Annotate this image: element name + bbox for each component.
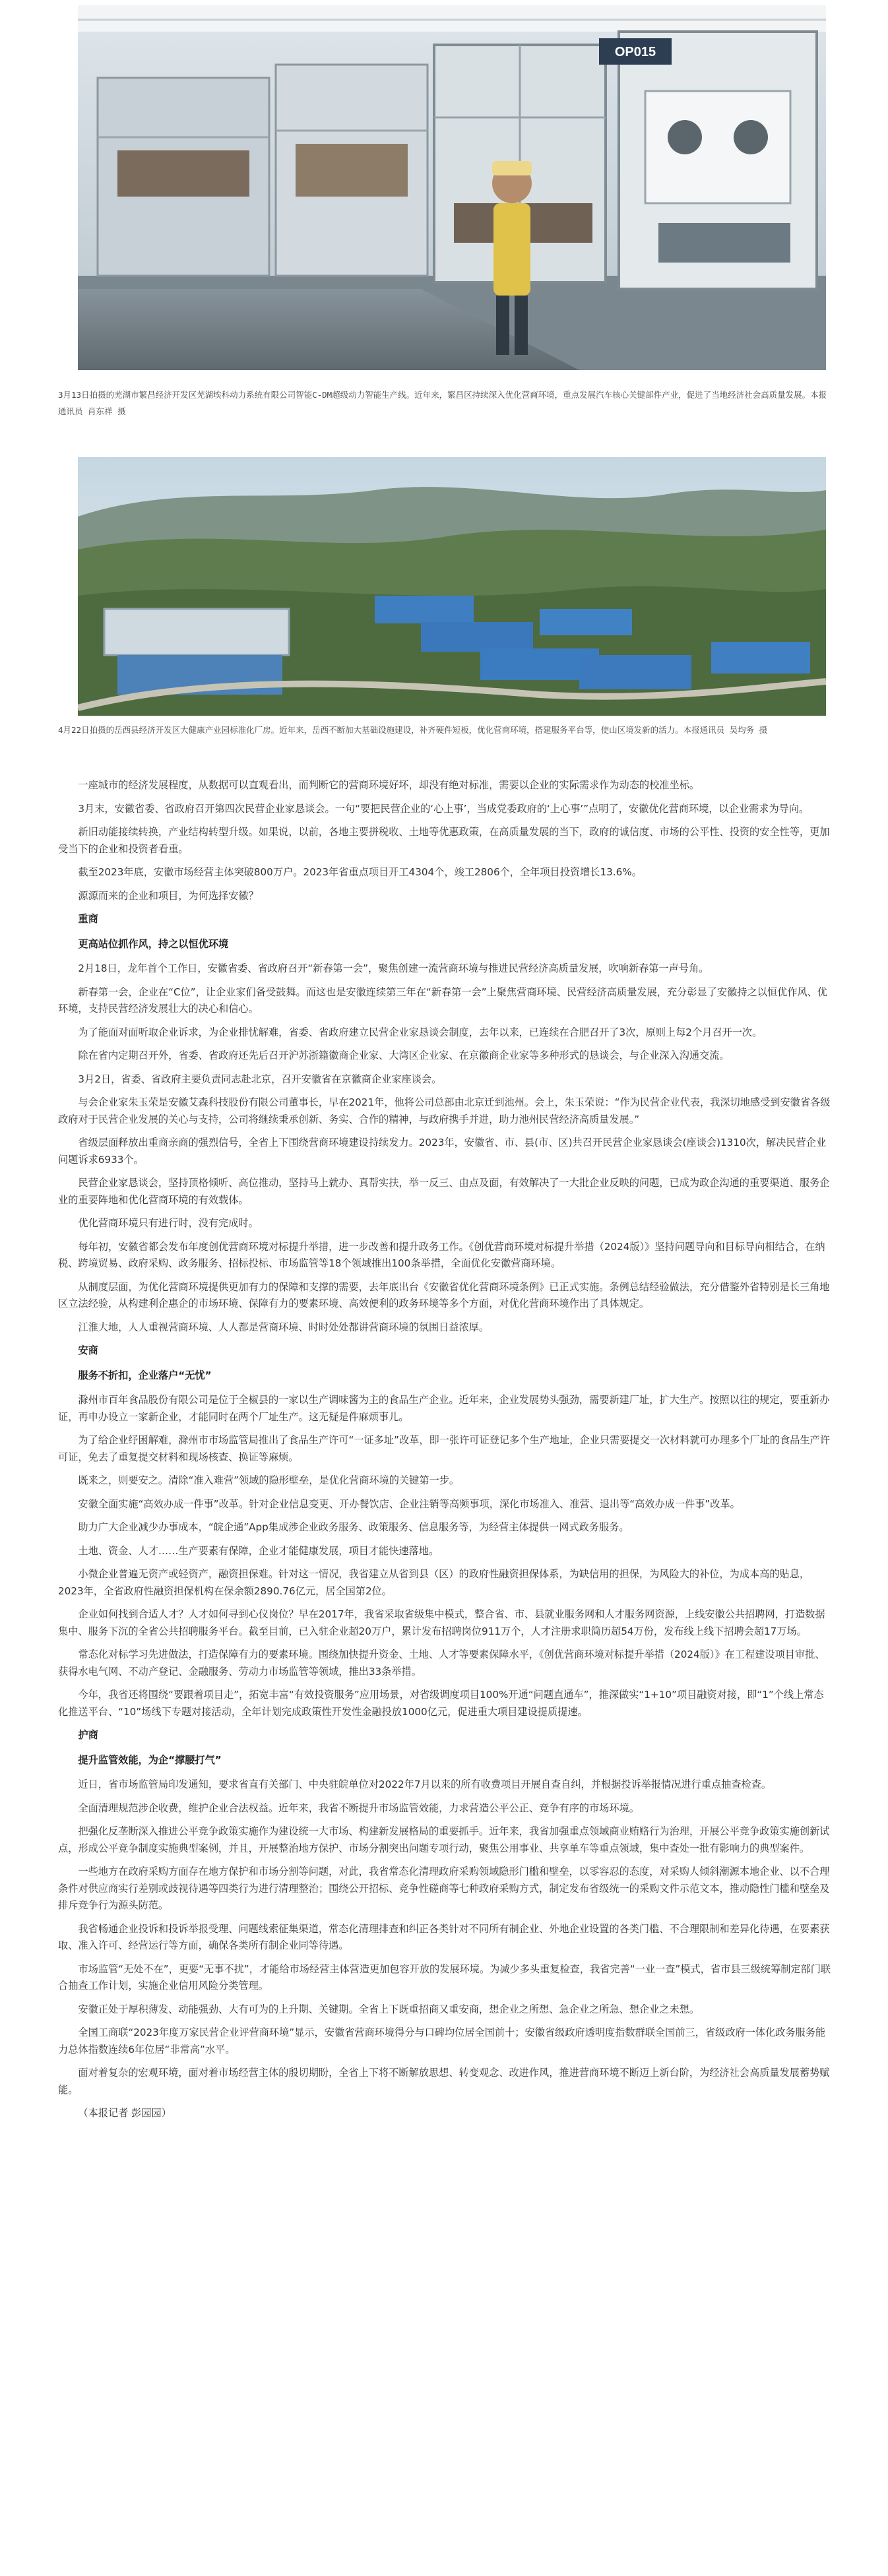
section-subheading: 更高站位抓作风，持之以恒优环境	[78, 937, 229, 950]
article-paragraph: 新春第一会，企业在“C位”，让企业家们备受鼓舞。而这也是安徽连续第三年在“新春第一会”上聚焦营商环境、民营经济高质量发展，充分彰显了安徽持之以恒优作风、优环境，支持民营经济发展壮大的决心和信心。	[58, 986, 827, 1015]
article-paragraph: 滁州市百年食品股份有限公司是位于全椒县的一家以生产调味酱为主的食品生产企业。近年来，企业发展势头强劲，需要新建厂址，扩大生产。按照以往的规定，要重新办证，再申办设立一家新企业，才能同时在两个厂址生产。这无疑是件麻烦事儿。	[58, 1394, 830, 1423]
article-paragraph: 市场监管“无处不在”，更要“无事不扰”，才能给市场经营主体营造更加包容开放的发展环境。为减少多头重复检查，我省完善“一业一查”模式，省市县三级统筹制定部门联合抽查工作计划，实施企业信用风险分类管理。	[58, 1963, 831, 1992]
industrial-park-aerial-photo	[78, 457, 826, 716]
section-subheading: 提升监管效能，为企“撑腰打气”	[78, 1753, 222, 1766]
article-paragraph: 优化营商环境只有进行时，没有完成时。	[78, 1217, 259, 1229]
article-paragraph: 今年，我省还将围绕“要跟着项目走”，拓宽丰富“有效投资服务”应用场景，对省级调度项目100%开通“问题直通车”，推深做实“1+10”项目融资对接，即“1”个线上常态化推送平台、“10”场线下专题对接活动，全年计划完成政策性开发性金融投放1000亿元，促进重大项目建设提质提速。	[58, 1689, 824, 1718]
article-paragraph: 3月末，安徽省委、省政府召开第四次民营企业家恳谈会。一句“要把民营企业的‘心上事’，当成党委政府的‘上心事’”点明了，安徽优化营商环境，以企业需求为导向。	[78, 802, 809, 815]
article-paragraph: 企业如何找到合适人才？人才如何寻到心仪岗位？早在2017年，我省采取省级集中模式，整合省、市、县就业服务网和人才服务网资源，上线安徽公共招聘网，打造数据集中、服务下沉的全省公共招聘服务平台。截至目前，已入驻企业超20万户，累计发布招聘岗位911万个，人才注册求职简历超54万份，发布线上线下招聘会超17万场。	[58, 1608, 825, 1637]
article-paragraph: 为了能面对面听取企业诉求，为企业排忧解难，省委、省政府建立民营企业家恳谈会制度，去年以来，已连续在合肥召开了3次，原则上每2个月召开一次。	[78, 1026, 763, 1038]
article-paragraph: 除在省内定期召开外，省委、省政府还先后召开沪苏浙籍徽商企业家、大湾区企业家、在京徽商企业家等多种形式的恳谈会，与企业深入沟通交流。	[78, 1050, 730, 1061]
article-paragraph: 小微企业普遍无资产或轻资产，融资担保难。针对这一情况，我省建立从省到县（区）的政府性融资担保体系，为缺信用的担保，为风险大的补位，为成本高的贴息，2023年，全省政府性融资担保机构在保余额2890.76亿元，居全国第2位。	[58, 1568, 810, 1597]
article-paragraph: 助力广大企业减少办事成本，“皖企通”App集成涉企业政务服务、政策服务、信息服务等，为经营主体提供一网式政务服务。	[78, 1521, 629, 1533]
aerial-photo-illustration	[78, 457, 826, 716]
article-paragraph: 一些地方在政府采购方面存在地方保护和市场分割等问题，对此，我省常态化清理政府采购领域隐形门槛和壁垒，以零容忍的态度，对采购人倾斜潮源本地企业、以不合理条件对供应商实行差别或歧视待遇等四类行为进行清理整治；围绕公开招标、竞争性磋商等七种政府采购方式，制定发布省级统一的采购文件示范文本，推动隐性门槛和壁垒及排斥竞争行为源头防范。	[58, 1866, 830, 1911]
section-subheading: 服务不折扣，企业落户“无忧”	[78, 1369, 212, 1381]
article-paragraph: 既来之，则要安之。清除“准入难营”领域的隐形壁垒，是优化营商环境的关键第一步。	[78, 1474, 460, 1486]
article-paragraph: 2月18日，龙年首个工作日，安徽省委、省政府召开“新春第一会”，聚焦创建一流营商环境与推进民营经济高质量发展，吹响新春第一声号角。	[78, 962, 709, 974]
article-paragraph: 安徽全面实施“高效办成一件事”改革。针对企业信息变更、开办餐饮店、企业注销等高频事项，深化市场准入、准营、退出等“高效办成一件事”改革。	[78, 1497, 740, 1510]
article-paragraph: 从制度层面，为优化营商环境提供更加有力的保障和支撑的需要，去年底出台《安徽省优化营商环境条例》已正式实施。条例总结经验做法，充分借鉴外省特别是长三角地区立法经验，从构建利企惠企的市场环境、保障有力的要素环境、高效便利的政务环境等多个方面，对优化营商环境作出了具体规定。	[58, 1280, 830, 1309]
article-body	[58, 777, 833, 2129]
article-paragraph: 全面清理规范涉企收费，维护企业合法权益。近年来，我省不断提升市场监管效能，力求营造公平公正、竞争有序的市场环境。	[78, 1802, 639, 1814]
factory-production-line-photo	[78, 5, 826, 370]
section-heading: 重商	[78, 913, 98, 925]
article-paragraph: 安徽正处于厚积薄发、动能强劲、大有可为的上升期、关键期。全省上下既重招商又重安商，想企业之所想、急企业之所急、想企业之未想。	[78, 2003, 700, 2015]
article-paragraph: 土地、资金、人才……生产要素有保障，企业才能健康发展，项目才能快速落地。	[78, 1544, 439, 1557]
article-paragraph: 民营企业家恳谈会，坚持顶格倾听、高位推动，坚持马上就办、真帮实扶，举一反三、由点及面，有效解决了一大批企业反映的问题，已成为政企沟通的重要渠道、服务企业的重要阵地和优化营商环境的有效载体。	[58, 1177, 830, 1206]
article-paragraph: 近日，省市场监管局印发通知，要求省直有关部门、中央驻皖单位对2022年7月以来的所有收费项目开展自查自纠，并根据投诉举报情况进行重点抽查检查。	[78, 1778, 772, 1790]
section-heading: 安商	[78, 1344, 98, 1356]
article-paragraph: 我省畅通企业投诉和投诉举报受理、问题线索征集渠道，常态化清理排查和纠正各类针对不同所有制企业、外地企业设置的各类门槛、不合理限制和差异化待遇，在要素获取、准入许可、经营运行等方面，确保各类所有制企业同等待遇。	[58, 1922, 830, 1951]
article-paragraph: 与会企业家朱玉荣是安徽艾森科技股份有限公司董事长，早在2021年，他将公司总部由北京迁到池州。会上，朱玉荣说：“作为民营企业代表，我深切地感受到安徽省各级政府对于民营企业发展的关心与支持，公司将继续秉承创新、务实、合作的精神，与政府携手并进，助力池州民营经济高质量发展。”	[58, 1096, 831, 1125]
section-heading: 护商	[78, 1729, 98, 1741]
article-paragraph: 源源而来的企业和项目，为何选择安徽？	[78, 889, 259, 902]
article-paragraph: 截至2023年底，安徽市场经营主体突破800万户。2023年省重点项目开工4304个，竣工2806个，全年项目投资增长13.6%。	[78, 866, 642, 878]
photo-caption-industrial-park: 4月22日拍摄的岳西县经济开发区大健康产业园标准化厂房。近年来，岳西不断加大基础设施建设，补齐硬件短板，优化营商环境，搭建服务平台等，使山区境发新的活力。本报通讯员 吴均务 摄	[58, 725, 768, 735]
article-paragraph: 面对着复杂的宏观环境，面对着市场经营主体的殷切期盼，全省上下将不断解放思想、转变观念、改进作风，推进营商环境不断迈上新台阶，为经济社会高质量发展蓄势赋能。	[58, 2067, 830, 2096]
article-paragraph: 江淮大地，人人重视营商环境、人人都是营商环境、时时处处都讲营商环境的氛围日益浓厚。	[78, 1321, 490, 1333]
factory-photo-illustration	[78, 5, 826, 370]
article-paragraph: 每年初，安徽省都会发布年度创优营商环境对标提升举措，进一步改善和提升政务工作。《创优营商环境对标提升举措（2024版）》坚持问题导向和目标导向相结合，在纳税、跨境贸易、政府采购、政务服务、招标投标、市场监管等18个领域推出100条举措，全面优化安徽营商环境。	[58, 1240, 825, 1269]
article-paragraph: 省级层面释放出重商亲商的强烈信号，全省上下围绕营商环境建设持续发力。2023年，安徽省、市、县(市、区)共召开民营企业家恳谈会(座谈会)1310次，解决民营企业问题诉求6933个。	[58, 1137, 827, 1166]
article-paragraph: 新旧动能接续转换，产业结构转型升级。如果说，以前，各地主要拼税收、土地等优惠政策，在高质量发展的当下，政府的诚信度、市场的公平性、投资的安全性等，更加受当下的企业和投资者看重。	[58, 826, 830, 855]
article-paragraph: 全国工商联“2023年度万家民营企业评营商环境”显示，安徽省营商环境得分与口碑均位居全国前十；安徽省级政府透明度指数群联全国前三，省级政府一体化政务服务能力总体指数连续6年位居“非常高”水平。	[58, 2026, 826, 2056]
article-paragraph: 一座城市的经济发展程度，从数据可以直观看出，而判断它的营商环境好坏，却没有绝对标准，需要以企业的实际需求作为动态的校准坐标。	[78, 779, 700, 791]
article-paragraph: 为了给企业纾困解难，滁州市市场监管局推出了食品生产许可“一证多址”改革，即一张许可证登记多个生产地址，企业只需要提交一次材料就可办理多个厂址的食品生产许可证，免去了重复提交材料和现场核查、换证等麻烦。	[58, 1434, 831, 1463]
article-paragraph: 常态化对标学习先进做法，打造保障有力的要素环境。围绕加快提升资金、土地、人才等要素保障水平，《创优营商环境对标提升举措（2024版）》在工程建设项目审批、获得水电气网、不动产登记、金融服务、劳动力市场监管等领域，推出33条举措。	[58, 1649, 825, 1678]
photo-caption-factory: 3月13日拍摄的芜湖市繁昌经济开发区芜湖埃科动力系统有限公司智能C-DM超级动力智能生产线。近年来，繁昌区持续深入优化营商环境，重点发展汽车核心关键部件产业，促进了当地经济社会高质量发展。本报通讯员 肖东祥 摄	[58, 390, 827, 416]
machine-label: OP015	[614, 45, 656, 59]
reporter-credit: （本报记者 彭园园）	[78, 2107, 172, 2119]
article-paragraph: 把强化反垄断深入推进公平竞争政策实施作为建设统一大市场、构建新发展格局的重要抓手。近年来，我省加强重点领域商业贿赂行为治理，开展公平竞争政策实施创新试点，形成公平竞争制度实施典型案例，并且，开展整治地方保护、市场分割突出问题专项行动，聚焦公用事业、共享单车等重点领域，集中查处一批有影响力的典型案件。	[58, 1825, 830, 1854]
article-paragraph: 3月2日，省委、省政府主要负责同志赴北京，召开安徽省在京徽商企业家座谈会。	[78, 1073, 442, 1085]
